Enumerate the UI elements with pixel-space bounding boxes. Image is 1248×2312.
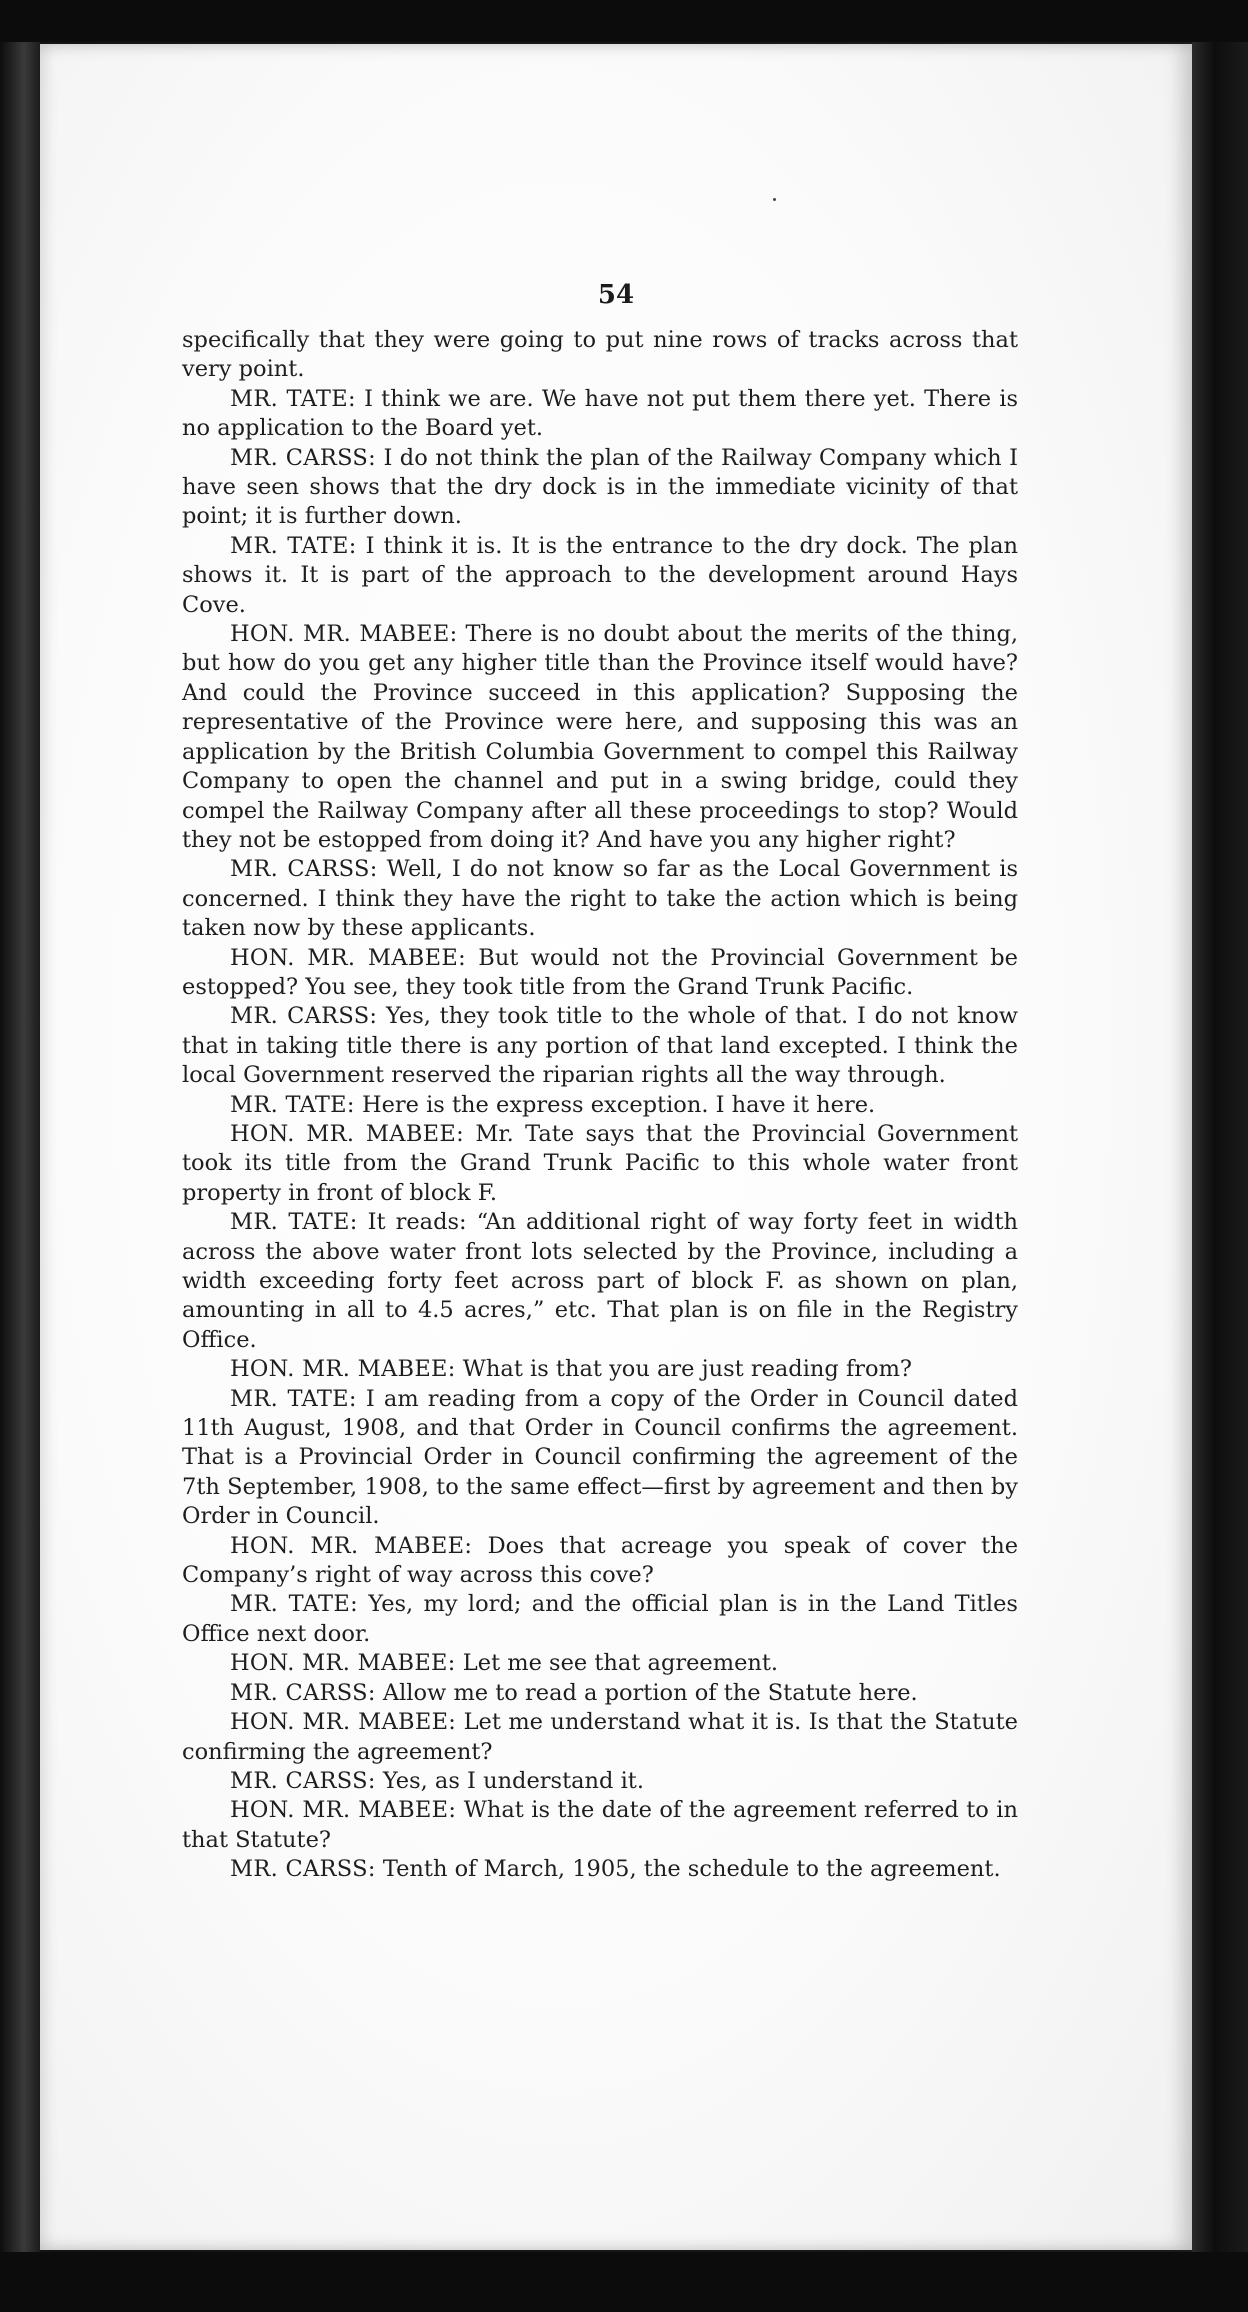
speaker-name: HON. MR. MABEE: — [230, 1797, 457, 1824]
paragraph-text: Here is the express exception. I have it here. — [354, 1091, 876, 1118]
paragraph-text: Let me understand what it is. Is that the Statute confirming the agreement? — [182, 1709, 1018, 1765]
dust-speck — [773, 198, 776, 201]
speaker-name: MR. TATE: — [230, 385, 356, 412]
speaker-name: MR. TATE: — [230, 1091, 355, 1118]
transcript-paragraph — [182, 1767, 1018, 1796]
speaker-name: HON. MR. MABEE: — [230, 944, 466, 971]
transcript-paragraph — [182, 1532, 1018, 1591]
speaker-name: HON. MR. MABEE: — [230, 1650, 456, 1677]
speaker-name: HON. MR. MABEE: — [230, 1532, 473, 1559]
paragraph-text: Let me see that agreement. — [455, 1650, 779, 1677]
transcript-paragraph — [182, 1002, 1018, 1090]
transcript-paragraph — [182, 1590, 1018, 1649]
document-page — [40, 44, 1192, 2250]
paragraph-text: Mr. Tate says that the Provincial Government took its title from the Grand Trunk Pacific to this whole water front property in front of block F. — [182, 1120, 1019, 1206]
paragraph-text: I think it is. It is the entrance to the dry dock. The plan shows it. It is part of the approach to the development around Hays Cove. — [182, 532, 1018, 618]
paragraph-text: specifically that they were going to put nine rows of tracks across that very point. — [182, 327, 1018, 383]
paragraph-text: I am reading from a copy of the Order in Council dated 11th August, 1908, and that Order in Council confirms the agreement. That is a Provincial Order in Council confirming the agreement of the 7th September, 1908, to the same effect—first by agreement and then by Order in Council. — [182, 1385, 1019, 1530]
transcript-paragraph — [182, 1796, 1018, 1855]
book-binding-edge — [0, 42, 40, 2252]
transcript-paragraph — [182, 620, 1018, 855]
speaker-name: MR. TATE: — [230, 1385, 357, 1412]
speaker-name: MR. TATE: — [230, 532, 357, 559]
paragraph-text: It reads: “An additional right of way forty feet in width across the above water front lots selected by the Province, including a width exceeding forty feet across part of block F. as shown on plan, amounting in all to 4.5 acres,” etc. That plan is on file in the Registry Office. — [182, 1209, 1018, 1353]
transcript-paragraph — [182, 1385, 1018, 1532]
transcript-paragraph — [182, 1355, 1018, 1384]
transcript-paragraph — [182, 532, 1018, 620]
paragraph-text: Well, I do not know so far as the Local Government is concerned. I think they have the right to take the action which is being taken now by these applicants. — [182, 856, 1019, 942]
speaker-name: MR. CARSS: — [230, 1767, 376, 1794]
paragraph-text: But would not the Provincial Government be estopped? You see, they took title from the Grand Trunk Pacific. — [182, 944, 1018, 1000]
speaker-name: MR. CARSS: — [230, 1856, 376, 1883]
transcript-paragraph — [182, 1708, 1018, 1767]
transcript-paragraph — [182, 1091, 1018, 1120]
paragraph-text: What is the date of the agreement referred to in that Statute? — [182, 1797, 1018, 1853]
paragraph-text: I do not think the plan of the Railway Company which I have seen shows that the dry dock is in the immediate vicinity of that point; it is further down. — [182, 444, 1018, 530]
transcript-paragraph — [182, 1120, 1018, 1208]
transcript-body — [182, 326, 1018, 1885]
transcript-paragraph — [182, 1855, 1018, 1884]
transcript-paragraph — [182, 1679, 1018, 1708]
transcript-paragraph — [182, 444, 1018, 532]
transcript-paragraph — [182, 944, 1018, 1003]
speaker-name: MR. CARSS: — [230, 1679, 376, 1706]
paragraph-text: Tenth of March, 1905, the schedule to the agreement. — [375, 1856, 1001, 1883]
paragraph-text: Yes, my lord; and the official plan is in the Land Titles Office next door. — [182, 1591, 1018, 1647]
paragraph-text: There is no doubt about the merits of the thing, but how do you get any higher title than the Province itself would have? And could the Province succeed in this application? Supposing the representative of the Province were here, and supposing this was an application by the British Columbia Government to compel this Railway Company to open the channel and put in a swing bridge, could they compel the Railway Company after all these proceedings to stop? Would they not be estopped from doing it? And have you any higher right? — [182, 621, 1018, 853]
transcript-paragraph — [182, 1649, 1018, 1678]
page-stack-edge — [1192, 42, 1248, 2252]
paragraph-text: Yes, as I understand it. — [375, 1767, 644, 1794]
transcript-paragraph — [182, 855, 1018, 943]
speaker-name: MR. CARSS: — [230, 856, 378, 883]
scanner-top-border — [0, 0, 1248, 42]
paragraph-text: Yes, they took title to the whole of that. I do not know that in taking title there is any portion of that land excepted. I think the local Government reserved the riparian rights all the way through. — [182, 1003, 1018, 1089]
page-number: 54 — [597, 280, 635, 310]
speaker-name: MR. CARSS: — [230, 444, 377, 471]
paragraph-text: What is that you are just reading from? — [455, 1356, 912, 1383]
speaker-name: MR. TATE: — [230, 1209, 358, 1236]
transcript-paragraph — [182, 1208, 1018, 1355]
speaker-name: HON. MR. MABEE: — [230, 621, 458, 648]
scanner-bottom-border — [0, 2252, 1248, 2312]
speaker-name: HON. MR. MABEE: — [230, 1709, 457, 1736]
transcript-paragraph — [182, 326, 1018, 385]
speaker-name: HON. MR. MABEE: — [230, 1356, 456, 1383]
speaker-name: HON. MR. MABEE: — [230, 1120, 464, 1147]
paragraph-text: Allow me to read a portion of the Statute here. — [375, 1679, 918, 1706]
speaker-name: MR. TATE: — [230, 1591, 358, 1618]
paragraph-text: Does that acreage you speak of cover the Company’s right of way across this cove? — [182, 1532, 1019, 1589]
transcript-paragraph — [182, 385, 1018, 444]
speaker-name: MR. CARSS: — [230, 1003, 378, 1030]
paragraph-text: I think we are. We have not put them there yet. There is no application to the Board yet. — [182, 385, 1019, 442]
